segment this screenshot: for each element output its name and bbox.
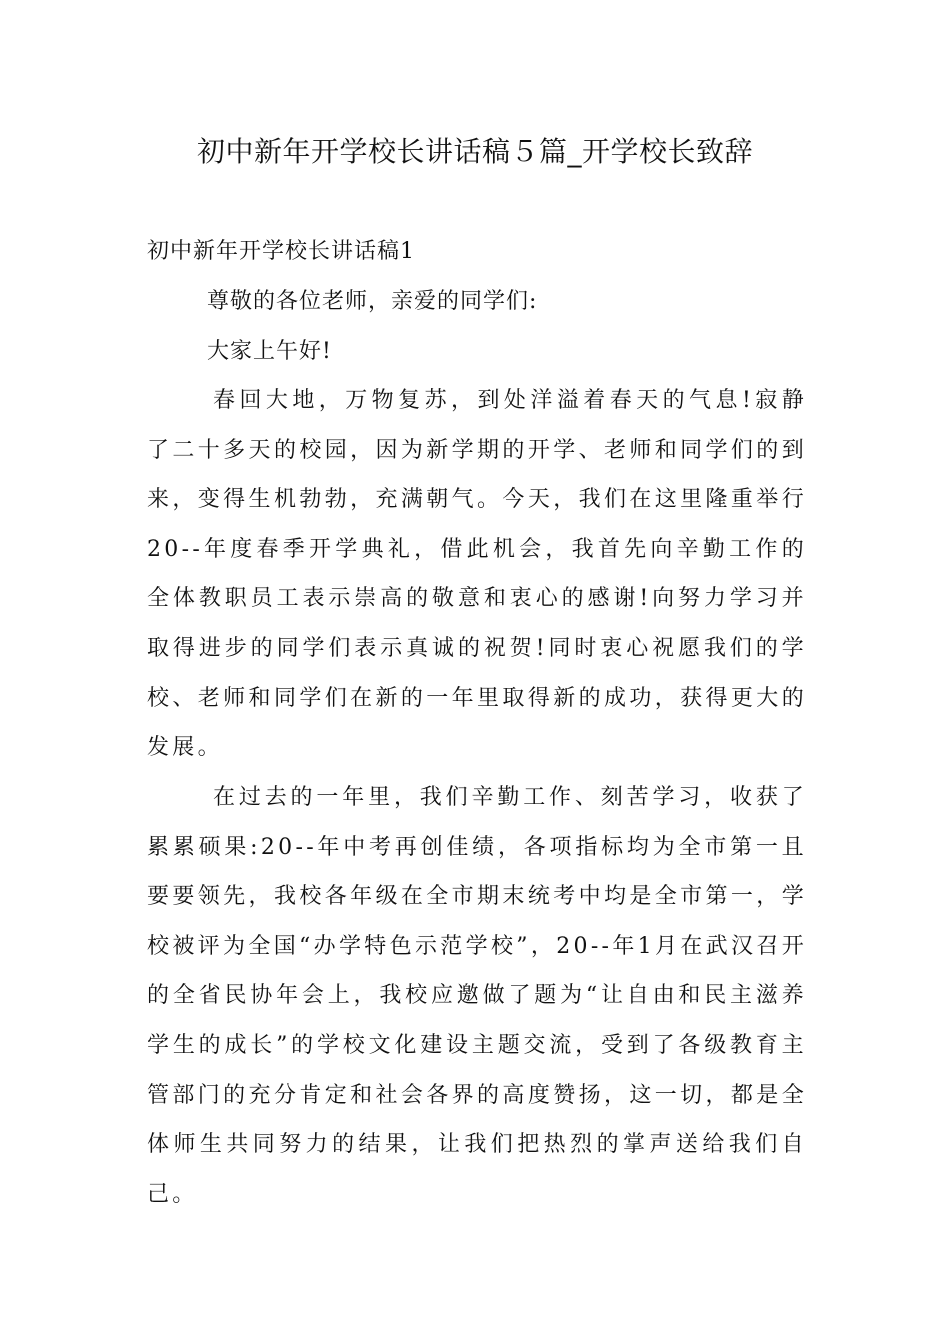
section-heading: 初中新年开学校长讲话稿1 — [147, 239, 415, 264]
greeting-line: 大家上午好! — [207, 339, 332, 364]
salutation-line: 尊敬的各位老师，亲爱的同学们: — [207, 289, 538, 314]
body-paragraph-1: 春回大地，万物复苏，到处洋溢着春天的气息!寂静了二十多天的校园，因为新学期的开学、老师和同学们的到来，变得生机勃勃，充满朝气。今天，我们在这里隆重举行20--年度春季开学典礼，借此机会，我首先向辛勤工作的全体教职员工表示崇高的敬意和衷心的感谢!向努力学习并取得进步的同学们表示真诚的祝贺!同时衷心祝愿我们的学校、老师和同学们在新的一年里取得新的成功，获得更大的发展。 — [147, 388, 807, 761]
document-title: 初中新年开学校长讲话稿５篇_开学校长致辞 — [196, 135, 753, 168]
body-paragraph-2: 在过去的一年里，我们辛勤工作、刻苦学习，收获了累累硕果:20--年中考再创佳绩，各项指标均为全市第一且要要领先，我校各年级在全市期末统考中均是全市第一，学校被评为全国“办学特色示范学校”，20--年1月在武汉召开的全省民协年会上，我校应邀做了题为“让自由和民主滋养学生的成长”的学校文化建设主题交流，受到了各级教育主管部门的充分肯定和社会各界的高度赞扬，这一切，都是全体师生共同努力的结果，让我们把热烈的掌声送给我们自己。 — [147, 785, 807, 1207]
